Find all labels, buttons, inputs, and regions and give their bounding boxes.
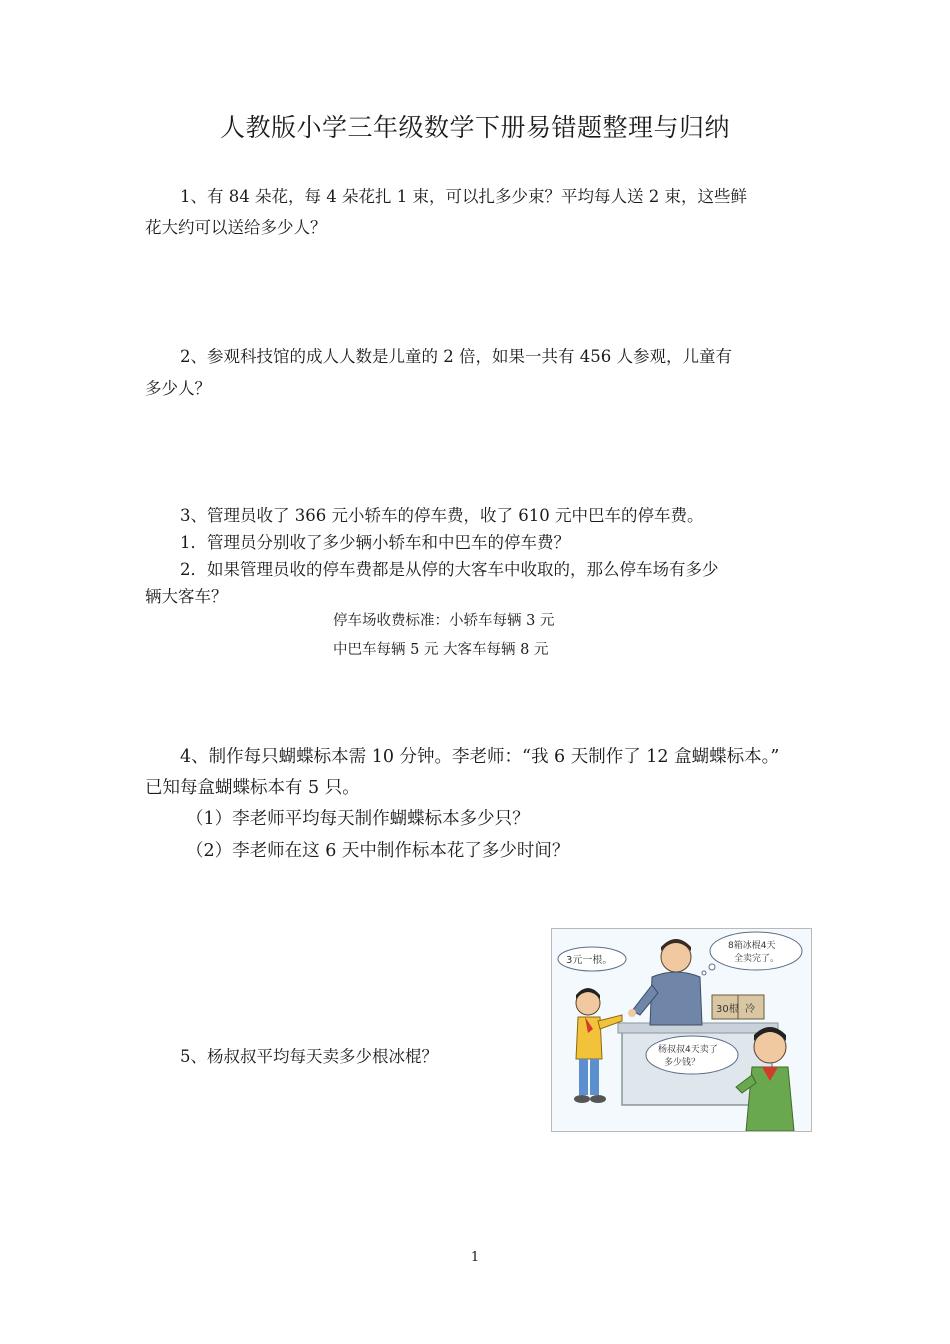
bubble-question-line-2: 多少钱？ (664, 1058, 701, 1068)
bubble-sold-line-1: 8箱冰棍4天 (728, 941, 776, 951)
box-label: 30根 (716, 1004, 739, 1015)
question-3-sub-1: 1．管理员分别收了多少辆小轿车和中巴车的停车费？ (180, 533, 570, 552)
question-4-line-2: 已知每盒蝴蝶标本有 5 只。 (145, 778, 360, 798)
box-label-2: 冷 (745, 1004, 755, 1015)
question-3-sub-2a: 2．如果管理员收的停车费都是从停的大客车中收取的，那么停车场有多少 (180, 560, 719, 579)
question-2-line-1: 2、参观科技馆的成人人数是儿童的 2 倍，如果一共有 456 人参观，儿童有 (180, 347, 732, 366)
question-5-line-1: 5、杨叔叔平均每天卖多少根冰棍？ (180, 1047, 438, 1066)
question-3-sub-2b: 辆大客车？ (145, 587, 228, 606)
parking-fee-note-2: 中巴车每辆 5 元 大客车每辆 8 元 (333, 642, 549, 658)
question-3-line-1: 3、管理员收了 366 元小轿车的停车费，收了 610 元中巴车的停车费。 (180, 506, 704, 525)
ice-cream-shop-illustration (551, 928, 812, 1132)
parking-fee-note-1: 停车场收费标准：小轿车每辆 3 元 (333, 613, 555, 629)
bubble-price: 3元一根。 (566, 955, 613, 966)
question-4-sub-1: （1）李老师平均每天制作蝴蝶标本多少只？ (186, 809, 530, 829)
question-4-line-1: 4、制作每只蝴蝶标本需 10 分钟。李老师：“我 6 天制作了 12 盒蝴蝶标本。” (180, 747, 780, 767)
page-number: 1 (470, 1250, 480, 1265)
page-title: 人教版小学三年级数学下册易错题整理与归纳 (219, 113, 730, 142)
bubble-sold-line-2: 全卖完了。 (734, 954, 780, 964)
question-4-sub-2: （2）李老师在这 6 天中制作标本花了多少时间？ (186, 841, 570, 861)
question-1-line-2: 花大约可以送给多少人？ (145, 218, 327, 237)
question-2-line-2: 多少人？ (145, 379, 211, 398)
bubble-question-line-1: 杨叔叔4天卖了 (658, 1045, 718, 1055)
question-1-line-1: 1、有 84 朵花，每 4 朵花扎 1 束，可以扎多少束？平均每人送 2 束，这些鲜 (180, 187, 747, 206)
